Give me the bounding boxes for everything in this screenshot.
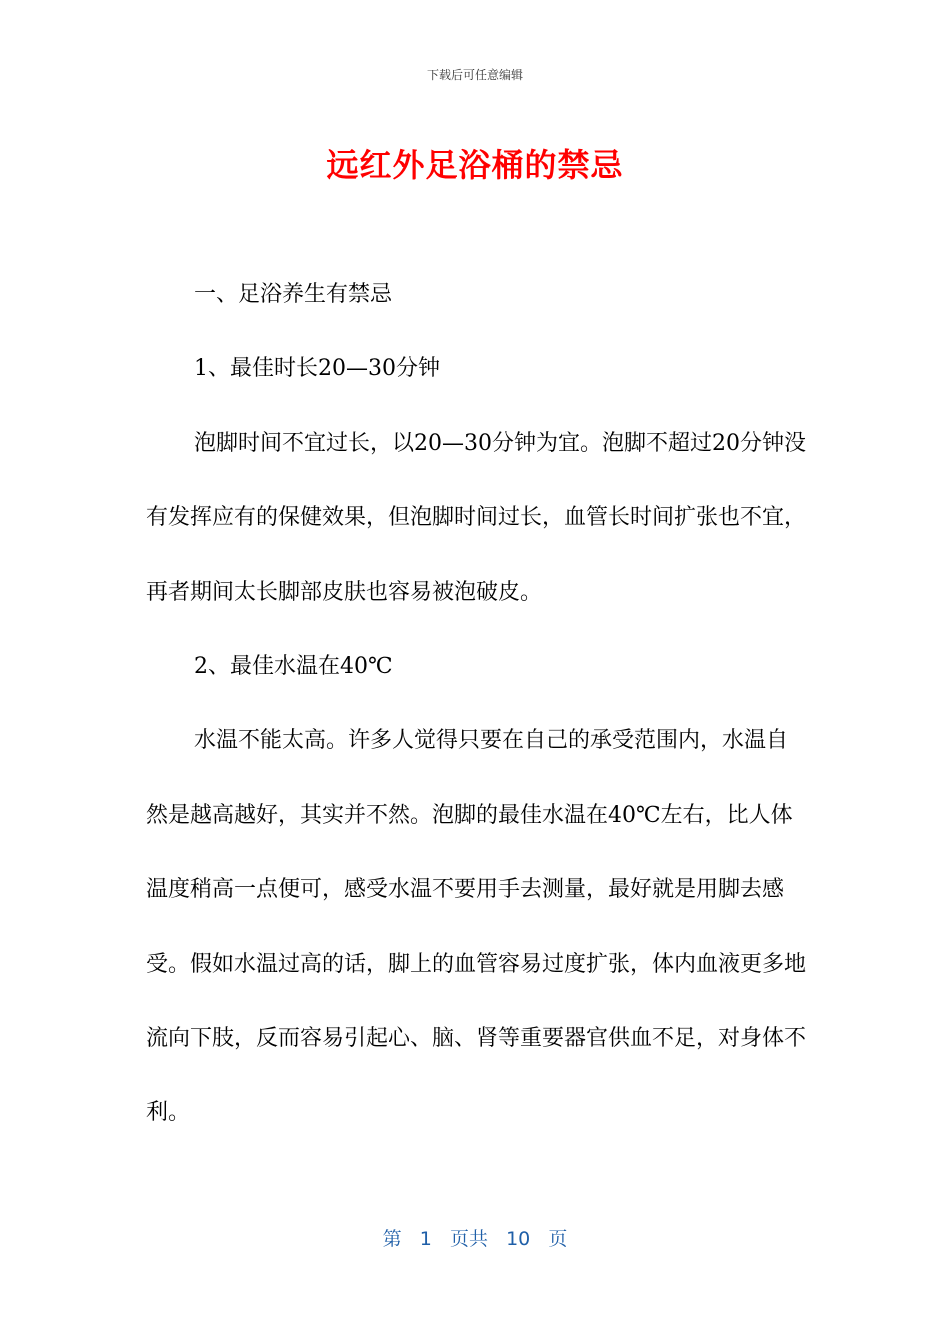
section-heading: 一、足浴养生有禁忌	[194, 282, 393, 307]
footer-mid: 页共	[449, 1228, 488, 1250]
paragraph-temperature: 水温不能太高。许多人觉得只要在自己的承受范围内，水温自然是越高越好，其实并不然。泡脚的最佳水温在40℃左右，比人体温度稍高一点便可，感受水温不要用手去测量，最好就是用脚去感受。假如水温过高的话，脚上的血管容易过度扩张，体内血液更多地流向下肢，反而容易引起心、脑、肾等重要器官供血不足，对身体不利。	[146, 728, 807, 1126]
subsection-heading-duration: 1、最佳时长20—30分钟	[194, 356, 440, 382]
page-current: 1	[419, 1228, 432, 1250]
document-body	[146, 258, 808, 1151]
document-title: 远红外足浴桶的禁忌	[326, 146, 624, 184]
page-footer	[0, 1224, 950, 1251]
header-note: 下载后可任意编辑	[426, 68, 523, 82]
footer-prefix: 第	[382, 1228, 402, 1250]
footer-suffix: 页	[548, 1228, 568, 1250]
page-total: 10	[506, 1228, 531, 1250]
subsection-heading-temperature: 2、最佳水温在40℃	[194, 654, 393, 680]
paragraph-duration: 泡脚时间不宜过长，以20—30分钟为宜。泡脚不超过20分钟没有发挥应有的保健效果，但泡脚时间过长，血管长时间扩张也不宜，再者期间太长脚部皮肤也容易被泡破皮。	[146, 430, 807, 605]
